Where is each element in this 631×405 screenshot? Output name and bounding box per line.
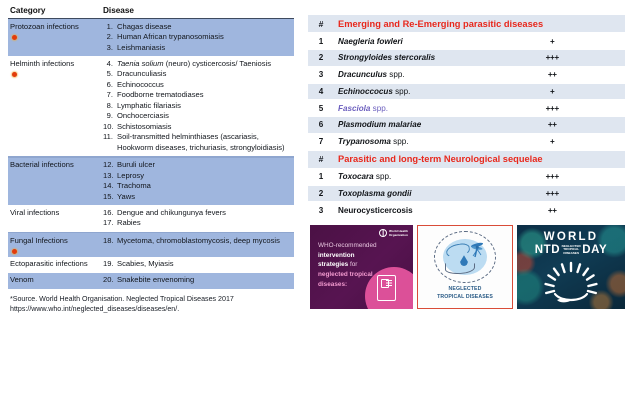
item-number: 11. (103, 132, 113, 142)
item-number: 2. (106, 32, 113, 42)
severity-rating: +++ (480, 49, 626, 66)
table-row (8, 273, 294, 289)
red-dot-icon (12, 35, 17, 40)
item-text: Schistosomiasis (117, 121, 172, 131)
severity-rating: +++ (480, 100, 626, 117)
item-text: Rabies (117, 218, 141, 228)
item-number: 4. (106, 58, 113, 68)
sunburst-icon (544, 261, 598, 305)
organism-binomial: Naegleria fowleri (338, 36, 403, 46)
left-table-header-row (8, 4, 294, 19)
organism-binomial: Toxoplasma gondii (338, 189, 412, 199)
organism-suffix: spp. (392, 86, 411, 96)
row-number: 6 (308, 117, 334, 134)
red-dot-icon (12, 72, 17, 77)
ntd-day-subtext-line1: NEGLECTED TROPICAL (561, 243, 581, 252)
disease-cell (100, 257, 294, 273)
source-footnote: *Source. World Health Organisation. Neglected Tropical Diseases 2017 https://www.who.int/neglected_diseases/diseases/en/. (10, 294, 234, 314)
item-text: Dengue and chikungunya fevers (117, 207, 226, 217)
list-item (103, 101, 292, 112)
item-text: Dracunculiasis (117, 69, 167, 79)
organism-name (334, 66, 480, 83)
neglected-tropical-diseases-logo-image[interactable] (417, 225, 513, 309)
category-label: Venom (10, 275, 34, 285)
item-text: Snakebite envenoming (117, 275, 195, 285)
organism-name (334, 117, 480, 134)
world-ntd-day-image[interactable] (517, 225, 625, 309)
who-intervention-strategies-image[interactable] (310, 225, 413, 309)
item-text: Human African trypanosomiasis (117, 32, 224, 42)
row-number: 5 (308, 100, 334, 117)
header-disease: Disease (103, 6, 134, 15)
item-number: 9. (106, 111, 113, 121)
right-column (300, 0, 631, 405)
list-item (103, 236, 292, 247)
row-number: 3 (308, 202, 334, 218)
item-text-italic: Taenia solium (117, 58, 164, 68)
row-number: 2 (308, 185, 334, 202)
list-item (103, 22, 292, 33)
table-row (8, 158, 294, 206)
list-item (103, 122, 292, 133)
severity-rating: ++ (480, 202, 626, 218)
organism-name (334, 49, 480, 66)
row-number: 3 (308, 66, 334, 83)
list-item (103, 59, 292, 70)
category-cell (8, 56, 100, 156)
ntd-caption (437, 286, 493, 301)
section-header-row (308, 15, 625, 33)
mosquito-icon (470, 241, 485, 259)
category-label: Viral infections (10, 207, 60, 217)
disease-cell (100, 56, 294, 156)
item-text: Echinococcus (117, 79, 164, 89)
organism-name (334, 133, 480, 150)
item-text: Yaws (117, 191, 136, 201)
hash-symbol: # (308, 150, 334, 168)
item-text: Scabies, Myiasis (117, 259, 174, 269)
list-item (103, 69, 292, 80)
organism-suffix: spp. (373, 172, 392, 182)
list-item (103, 90, 292, 101)
ntd-day-subtext-line2: DISEASES (563, 250, 580, 255)
row-number: 7 (308, 133, 334, 150)
ntd-day-subtext (562, 245, 581, 256)
severity-rating: ++ (480, 117, 626, 134)
item-text: Leprosy (117, 170, 145, 180)
hash-symbol: # (308, 15, 334, 33)
item-text: Foodborne trematodiases (117, 90, 204, 100)
phone-illustration-icon (377, 275, 396, 301)
who-panel-caption (310, 225, 382, 289)
organism-name (334, 168, 480, 185)
list-item (103, 43, 292, 54)
row-number: 4 (308, 83, 334, 100)
row-number: 1 (308, 168, 334, 185)
category-cell (8, 233, 100, 257)
organism-name (334, 202, 480, 218)
severity-rating: + (480, 133, 626, 150)
item-text: Trachoma (117, 181, 151, 191)
organism-binomial: Trypanosoma (338, 137, 391, 147)
ntd-blue-blob (443, 239, 487, 275)
category-cell (8, 273, 100, 289)
list-item (103, 181, 292, 192)
ntd-dashed-ring (434, 231, 496, 283)
image-strip (308, 225, 625, 309)
item-number: 12. (103, 160, 114, 170)
item-number: 14. (103, 181, 114, 191)
table-row (308, 66, 625, 83)
world-ntd-day-title (535, 232, 608, 256)
item-text (117, 59, 292, 70)
severity-rating: + (480, 33, 626, 50)
who-logo-line2: Organization (388, 233, 408, 238)
row-number: 2 (308, 49, 334, 66)
item-number: 8. (106, 100, 113, 110)
organism-binomial: Dracunculus (338, 70, 388, 80)
section-title: Emerging and Re-Emerging parasitic diseases (334, 15, 625, 33)
section-title: Parasitic and long-term Neurological sequelae (334, 150, 625, 168)
ntd-day-word-world: WORLD (543, 231, 599, 244)
table-row (8, 56, 294, 156)
category-cell (8, 19, 100, 56)
category-cell (8, 205, 100, 232)
list-item (103, 259, 292, 270)
ntd-day-word-ntd: NTD (534, 243, 561, 256)
who-logo-line1: World Health (388, 229, 408, 234)
item-number: 3. (106, 42, 113, 52)
category-label: Bacterial infections (10, 160, 74, 170)
item-number: 7. (106, 90, 113, 100)
item-text: Soil-transmitted helminthiases (ascariasis, Hookworm diseases, trichuriasis, strongyloidiasis) (117, 132, 285, 152)
disease-cell (100, 233, 294, 257)
organism-binomial: Neurocysticercosis (338, 205, 413, 215)
list-item (103, 192, 292, 203)
parasitic-diseases-table (308, 14, 625, 218)
list-item (103, 132, 292, 153)
item-text: Mycetoma, chromoblastomycosis, deep mycosis (117, 235, 280, 245)
organism-name (334, 83, 480, 100)
organism-suffix: spp. (390, 137, 409, 147)
item-number: 13. (103, 170, 114, 180)
caption-line-4: neglected tropical (318, 271, 373, 279)
category-label: Helminth infections (10, 58, 75, 68)
list-item (103, 32, 292, 43)
organism-name (334, 185, 480, 202)
category-cell (8, 158, 100, 206)
item-text: Leishmaniasis (117, 42, 166, 52)
red-dot-icon (12, 249, 17, 254)
organism-name (334, 33, 480, 50)
item-number: 18. (103, 235, 114, 245)
table-row (8, 257, 294, 273)
hand-icon (445, 263, 475, 274)
category-label: Protozoan infections (10, 21, 79, 31)
list-item (103, 218, 292, 229)
item-number: 15. (103, 191, 114, 201)
table-row (8, 19, 294, 56)
disease-cell (100, 273, 294, 289)
caption-line-3: strategies (318, 261, 349, 269)
ntd-day-word-day: DAY (582, 243, 608, 256)
ntd-caption-line2: TROPICAL DISEASES (437, 293, 493, 300)
list-item (103, 208, 292, 219)
item-number: 6. (106, 79, 113, 89)
organism-name[interactable] (334, 100, 480, 117)
item-text: Chagas disease (117, 21, 172, 31)
table-row (308, 168, 625, 185)
organism-suffix: spp. (387, 70, 405, 80)
item-number: 17. (103, 218, 114, 228)
disease-cell (100, 205, 294, 232)
list-item (103, 160, 292, 171)
section-header-row (308, 150, 625, 168)
who-logo-text (389, 229, 408, 237)
ntd-day-word-row (535, 244, 608, 257)
item-number: 19. (103, 259, 114, 269)
item-number: 16. (103, 207, 114, 217)
category-cell (8, 257, 100, 273)
organism-binomial: Plasmodium malariae (338, 120, 422, 130)
list-item (103, 111, 292, 122)
table-row (308, 185, 625, 202)
table-row (308, 33, 625, 50)
item-number: 10. (103, 121, 114, 131)
item-number: 20. (103, 275, 114, 285)
item-number: 5. (106, 69, 113, 79)
table-row (308, 117, 625, 134)
organism-binomial: Echinoccocus (338, 86, 393, 96)
organism-suffix[interactable]: spp. (370, 103, 388, 113)
caption-line-5: diseases: (318, 280, 348, 288)
list-item (103, 275, 292, 286)
who-logo-icon (379, 229, 408, 237)
severity-rating: +++ (480, 168, 626, 185)
table-row (308, 202, 625, 218)
table-row (8, 233, 294, 257)
item-text-rest: (neuro) cysticercosis/ Taeniosis (163, 58, 272, 68)
category-label: Fungal Infections (10, 235, 68, 245)
ntd-category-table (0, 0, 300, 405)
item-text: Onchocerciasis (117, 111, 169, 121)
disease-cell (100, 19, 294, 56)
severity-rating: + (480, 83, 626, 100)
severity-rating: ++ (480, 66, 626, 83)
item-number: 1. (106, 21, 113, 31)
organism-binomial: Toxocara (338, 172, 374, 182)
item-text: Buruli ulcer (117, 160, 155, 170)
header-category: Category (10, 6, 46, 15)
row-number: 1 (308, 33, 334, 50)
table-row (308, 100, 625, 117)
organism-binomial: Strongyloides stercoralis (338, 53, 436, 63)
category-label: Ectoparasitic infections (10, 259, 88, 269)
item-text: Lymphatic filariasis (117, 100, 181, 110)
table-row (308, 133, 625, 150)
table-row (308, 83, 625, 100)
caption-line-3-suffix: for (348, 261, 358, 269)
severity-rating: +++ (480, 185, 626, 202)
caption-line-1: WHO-recommended (318, 242, 377, 250)
disease-cell (100, 158, 294, 206)
list-item (103, 171, 292, 182)
organism-binomial-link[interactable]: Fasciola (338, 103, 371, 113)
caption-line-2: intervention (318, 251, 355, 259)
list-item (103, 80, 292, 91)
table-row (8, 205, 294, 232)
worm-icon (445, 243, 471, 259)
ntd-caption-line1: NEGLECTED (448, 286, 482, 293)
table-row (308, 49, 625, 66)
